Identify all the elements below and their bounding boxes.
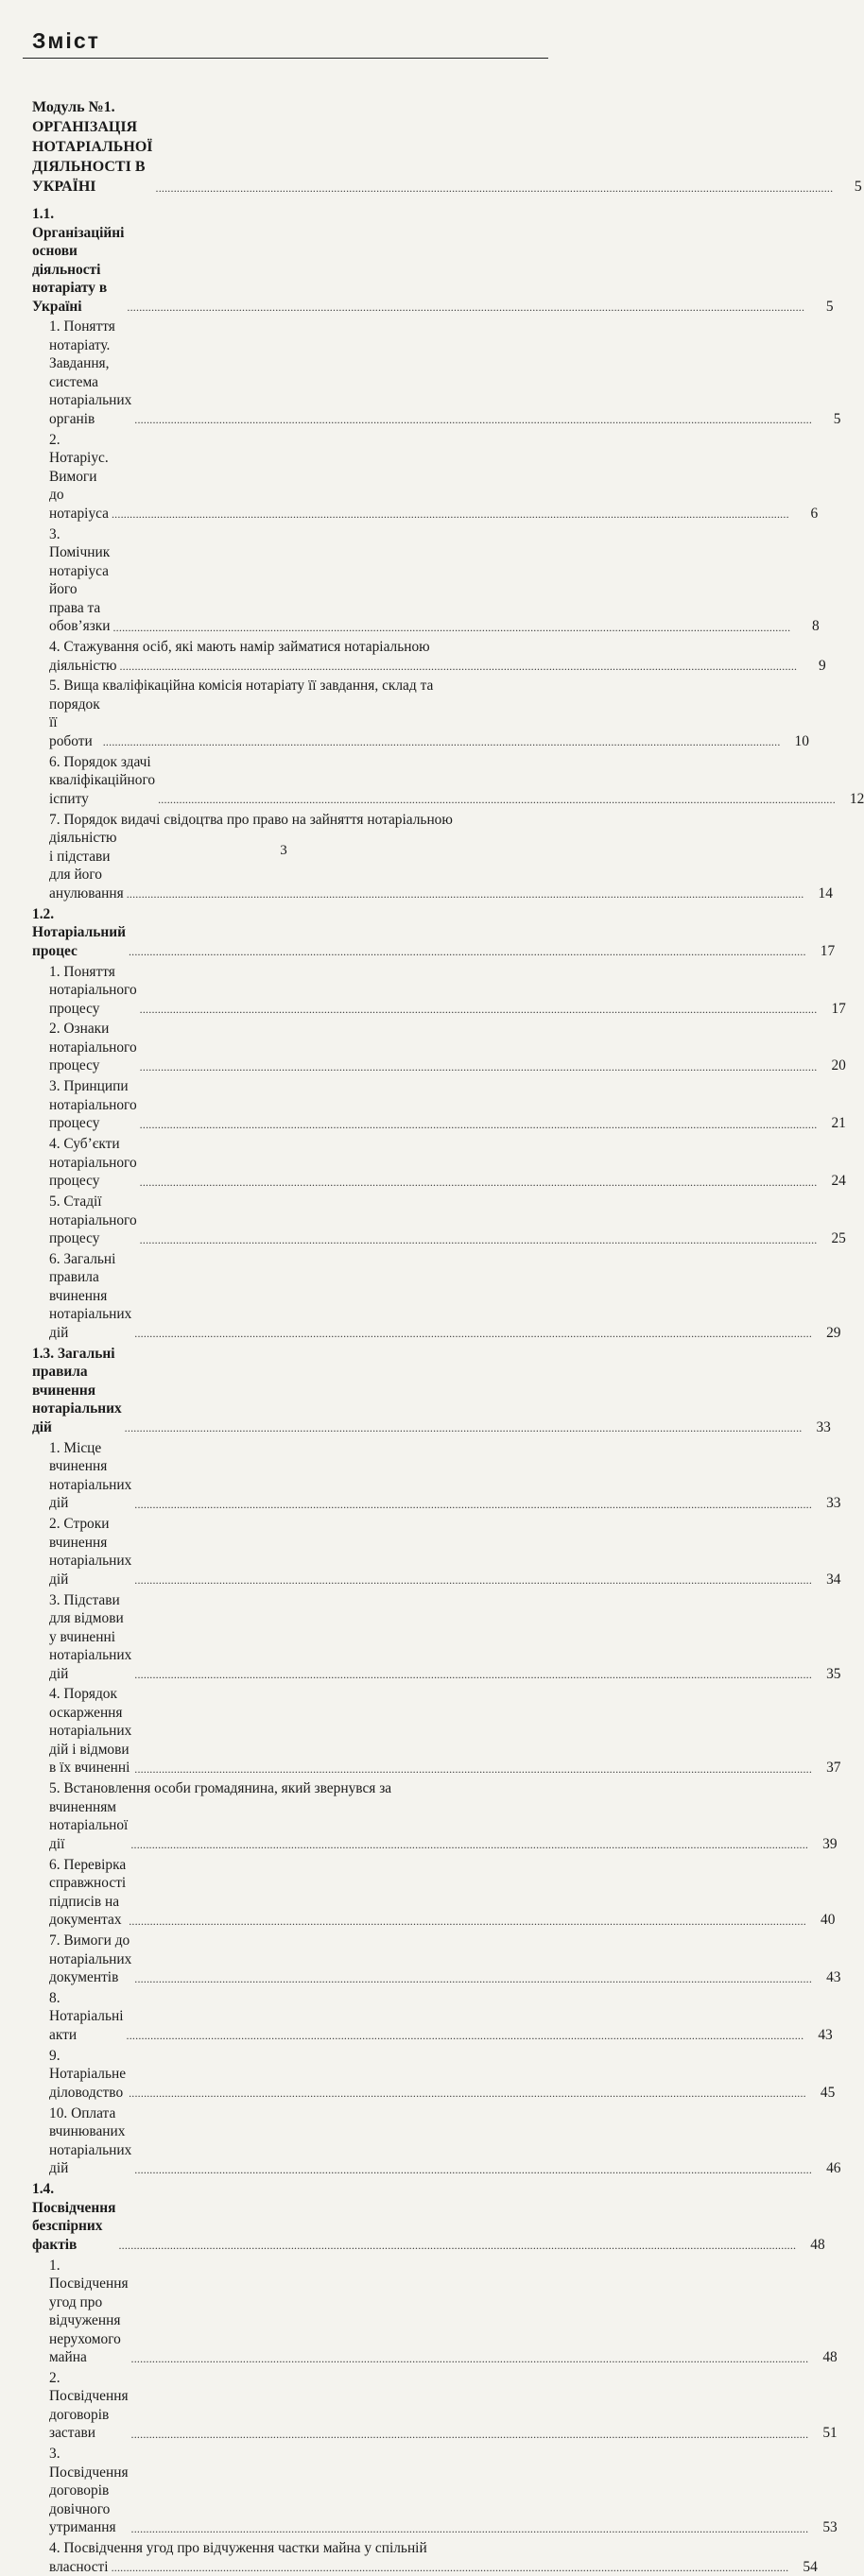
toc-page-number: 24 [831, 1173, 846, 1190]
leader-dots [127, 2029, 803, 2041]
toc-item[interactable] [32, 753, 864, 809]
leader-dots [140, 1060, 816, 1073]
header-rule [23, 58, 548, 59]
toc-module[interactable] [32, 97, 862, 197]
toc-item[interactable] [32, 2369, 838, 2443]
leader-dots [127, 887, 803, 900]
toc-page-number: 53 [822, 2519, 838, 2536]
toc-entry-label: 4. Порядок оскарження нотаріальних дій і відмови в їх вчиненні [49, 1686, 132, 1777]
toc-item[interactable] [32, 677, 809, 750]
leader-dots [156, 181, 832, 194]
toc-section[interactable] [32, 1345, 831, 1437]
toc-entry-first-line: 7. Порядок видачі свідоцтва про право на зайняття нотаріальною [49, 811, 453, 828]
toc-page-number: 9 [818, 657, 826, 674]
leader-dots [131, 2352, 807, 2364]
toc-item[interactable] [32, 1515, 841, 1589]
leader-dots [103, 735, 779, 747]
toc-entry-label: 8. Нотаріальні акти [49, 1989, 124, 2043]
leader-dots [127, 301, 803, 313]
toc-item[interactable] [32, 638, 826, 675]
leader-dots [134, 413, 810, 425]
leader-dots [119, 660, 795, 672]
toc-item[interactable] [32, 318, 841, 428]
toc-entry-label: 6. Перевірка справжності підписів на документах [49, 1856, 127, 1929]
toc-page-number: 45 [820, 2084, 836, 2101]
toc-entry-label: 6. Загальні правила вчинення нотаріальних дій [49, 1250, 132, 1341]
toc-page-number: 33 [816, 1418, 831, 1435]
leader-dots [134, 1327, 810, 1339]
toc-item[interactable] [32, 1077, 846, 1133]
toc-entry-label: 1. Поняття нотаріального процесу [49, 963, 137, 1017]
toc-item[interactable] [32, 1989, 833, 2045]
toc-item[interactable] [32, 1856, 836, 1930]
toc-entry-label: 4. Суб’єкти нотаріального процесу [49, 1136, 137, 1190]
toc-page-number: 43 [818, 2026, 833, 2043]
toc-item[interactable] [32, 1779, 838, 1853]
toc-entry-first-line: 4. Стажування осіб, які мають намір займатися нотаріальною [49, 639, 430, 656]
toc-entry-label: 1. Місце вчинення нотаріальних дій [49, 1439, 132, 1512]
toc-entry-label: 3. Підстави для відмови у вчиненні нотаріальних дій [49, 1591, 132, 1682]
toc-section[interactable] [32, 2180, 825, 2254]
toc-page-number: 21 [831, 1115, 846, 1132]
leader-dots [140, 1003, 816, 1015]
leader-dots [158, 793, 834, 805]
toc-page-number: 48 [810, 2236, 825, 2253]
toc-page-number: 25 [831, 1230, 846, 1247]
toc-page-number: 39 [822, 1835, 838, 1852]
leader-dots [134, 1668, 810, 1680]
leader-dots [140, 1176, 816, 1188]
toc-page-number: 51 [822, 2425, 838, 2442]
toc-item[interactable] [32, 2104, 841, 2178]
leader-dots [131, 2522, 807, 2534]
toc-page-number: 5 [825, 298, 834, 315]
toc-entry-label: діяльністю і підстави для його анулювання [49, 830, 124, 902]
leader-dots [129, 1915, 804, 1927]
leader-dots [134, 2163, 810, 2175]
toc-page-number: 48 [822, 2349, 838, 2366]
page-title: Зміст [32, 28, 100, 53]
toc-item[interactable] [32, 1439, 841, 1513]
toc-item[interactable] [32, 431, 819, 524]
toc-entry-label: 6. Порядок здачі кваліфікаційного іспиту [49, 753, 156, 807]
toc-entry-label: 7. Вимоги до нотаріальних документів [49, 1932, 132, 1986]
toc-page-number: 20 [831, 1057, 846, 1074]
toc-entry-label: 2. Посвідчення договорів застави [49, 2369, 129, 2442]
toc-page-number: 17 [831, 1000, 846, 1017]
toc-page-number: 35 [826, 1665, 841, 1682]
leader-dots [131, 2428, 807, 2440]
toc-item[interactable] [32, 963, 846, 1019]
toc-entry-label: 1.4. Посвідчення безспірних фактів [32, 2181, 116, 2253]
toc-page-number: 14 [818, 884, 833, 902]
toc-entry-label: 1.1. Організаційні основи діяльності нотаріату в Україні [32, 206, 125, 315]
toc-entry-first-line: 4. Посвідчення угод про відчуження частки майна у спільній [49, 2540, 427, 2557]
toc-page-number: 33 [826, 1495, 841, 1512]
toc-entry-label: 3. Помічник нотаріуса його права та обов’язки [49, 525, 111, 635]
toc-page-number: 6 [810, 505, 819, 522]
leader-dots [112, 621, 788, 633]
leader-dots [134, 1498, 810, 1510]
toc-item[interactable] [32, 1685, 841, 1777]
toc-entry-label: 3. Посвідчення договорів довічного утримання [49, 2446, 129, 2536]
toc-item[interactable] [32, 2445, 838, 2537]
toc-entry-label: власності [49, 2558, 109, 2575]
toc-item[interactable] [32, 1135, 846, 1191]
table-of-contents [32, 97, 864, 2576]
toc-entries [32, 205, 864, 2576]
toc-item[interactable] [32, 1932, 841, 1987]
toc-item[interactable] [32, 1591, 841, 1684]
leader-dots [112, 2561, 787, 2573]
toc-entry-first-line: 5. Вища кваліфікаційна комісія нотаріату її завдання, склад та [49, 678, 434, 695]
toc-item[interactable] [32, 1193, 846, 1248]
toc-page-number: 40 [821, 1912, 836, 1929]
toc-item[interactable] [32, 1020, 846, 1075]
toc-entry-label: 3. Принципи нотаріального процесу [49, 1078, 137, 1132]
toc-item[interactable] [32, 1250, 841, 1343]
leader-dots [140, 1118, 816, 1130]
toc-section[interactable] [32, 205, 834, 316]
toc-page-number: 5 [833, 410, 841, 427]
toc-item[interactable] [32, 2539, 818, 2576]
leader-dots [134, 1972, 810, 1984]
leader-dots [112, 507, 787, 520]
toc-module-title: Модуль №1. ОРГАНІЗАЦІЯ НОТАРІАЛЬНОЇ ДІЯЛЬНОСТІ В УКРАЇНІ [32, 99, 153, 195]
toc-entry-label: 1.2. Нотаріальний процес [32, 905, 126, 959]
toc-entry-label: 2. Ознаки нотаріального процесу [49, 1021, 137, 1074]
toc-entry-label: 5. Стадії нотаріального процесу [49, 1194, 137, 1247]
toc-item[interactable] [32, 2257, 838, 2367]
toc-page-number: 46 [826, 2160, 841, 2177]
leader-dots [118, 2239, 794, 2251]
toc-page-number: 5 [854, 179, 862, 195]
toc-page-number: 43 [826, 1969, 841, 1986]
toc-entry-label: 9. Нотаріальне діловодство [49, 2047, 127, 2101]
toc-page-number: 10 [794, 732, 809, 749]
toc-entry-first-line: 5. Встановлення особи громадянина, який звернувся за [49, 1780, 392, 1797]
leader-dots [134, 1573, 810, 1586]
toc-entry-label: вчиненням нотаріальної дії [49, 1798, 129, 1852]
toc-item[interactable] [32, 525, 820, 636]
toc-entry-label: 10. Оплата вчинюваних нотаріальних дій [49, 2104, 132, 2177]
toc-item[interactable] [32, 2047, 836, 2103]
toc-entry-label: 1. Поняття нотаріату. Завдання, система нотаріальних органів [49, 318, 132, 427]
page-number: 3 [280, 843, 287, 858]
leader-dots [129, 2087, 804, 2099]
toc-entry-label: 1. Посвідчення угод про відчуження нерухомого майна [49, 2257, 129, 2366]
toc-entry-label: 2. Строки вчинення нотаріальних дій [49, 1516, 132, 1588]
leader-dots [129, 945, 804, 957]
leader-dots [140, 1233, 816, 1245]
leader-dots [125, 1421, 801, 1434]
leader-dots [134, 1762, 810, 1775]
toc-page-number: 29 [826, 1324, 841, 1341]
toc-entry-label: діяльністю [49, 657, 117, 674]
toc-entry-label: 2. Нотаріус. Вимоги до нотаріуса [49, 431, 109, 522]
toc-page-number: 54 [803, 2558, 818, 2575]
leader-dots [130, 1838, 806, 1850]
toc-section[interactable] [32, 905, 836, 961]
toc-page-number: 34 [826, 1571, 841, 1588]
toc-page-number: 8 [811, 618, 820, 635]
toc-page-number: 17 [820, 942, 836, 959]
toc-entry-label: порядок її роботи [49, 696, 100, 749]
toc-entry-label: 1.3. Загальні правила вчинення нотаріальних дій [32, 1345, 122, 1435]
toc-page-number: 12 [849, 790, 864, 807]
toc-page-number: 37 [826, 1760, 841, 1777]
